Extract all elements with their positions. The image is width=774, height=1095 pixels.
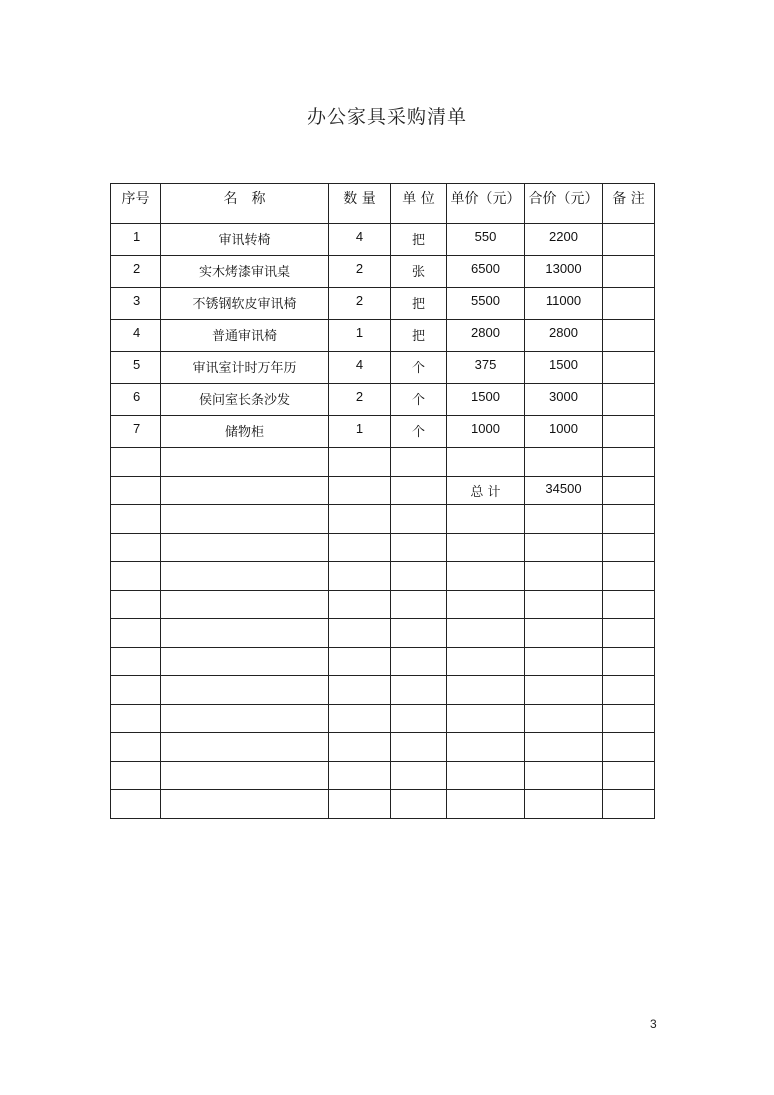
empty-cell [161,448,329,477]
cell-unit: 个 [391,384,447,416]
cell-name: 审讯室计时万年历 [161,352,329,384]
table-row-empty [111,533,655,562]
total-row [111,476,655,505]
cell-unit: 张 [391,256,447,288]
table-row [111,416,655,448]
empty-cell [603,448,655,477]
cell-total-price: 13000 [525,256,603,288]
cell-unit: 把 [391,320,447,352]
cell-remark [603,384,655,416]
empty-cell [391,448,447,477]
empty-cell [447,533,525,562]
empty-cell [447,619,525,648]
header-qty: 数 量 [329,184,391,224]
table-row [111,288,655,320]
empty-cell [525,505,603,534]
cell-unit-price: 375 [447,352,525,384]
empty-cell [391,790,447,819]
cell-name: 普通审讯椅 [161,320,329,352]
empty-cell [161,733,329,762]
empty-cell [111,448,161,477]
header-seq: 序号 [111,184,161,224]
cell-name: 侯问室长条沙发 [161,384,329,416]
table-row-empty [111,704,655,733]
table-row-empty [111,733,655,762]
cell-name: 审讯转椅 [161,224,329,256]
empty-cell [391,676,447,705]
cell-unit-price: 2800 [447,320,525,352]
total-label: 总 计 [447,476,525,505]
empty-cell [447,761,525,790]
empty-cell [525,761,603,790]
empty-cell [525,790,603,819]
empty-cell [161,704,329,733]
cell-seq: 7 [111,416,161,448]
table-row-empty [111,619,655,648]
empty-cell [329,733,391,762]
empty-cell [603,505,655,534]
cell-unit-price: 550 [447,224,525,256]
table-row-empty [111,790,655,819]
page-title: 办公家具采购清单 [306,106,467,128]
empty-cell [391,647,447,676]
cell-unit: 个 [391,352,447,384]
empty-cell [111,790,161,819]
empty-cell [447,676,525,705]
empty-cell [161,562,329,591]
cell-qty: 1 [329,320,391,352]
cell-qty: 1 [329,416,391,448]
cell-remark [603,288,655,320]
empty-cell [603,733,655,762]
empty-cell [329,647,391,676]
header-unit: 单 位 [391,184,447,224]
empty-cell [329,676,391,705]
cell-name: 不锈钢软皮审讯椅 [161,288,329,320]
purchase-table [110,183,655,819]
cell-seq: 4 [111,320,161,352]
empty-cell [391,562,447,591]
cell-total-price: 1000 [525,416,603,448]
empty-cell [111,647,161,676]
empty-cell [391,476,447,505]
empty-cell [161,790,329,819]
cell-remark [603,416,655,448]
empty-cell [111,590,161,619]
cell-seq: 5 [111,352,161,384]
header-total-price: 合价（元） [525,184,603,224]
empty-cell [111,562,161,591]
empty-cell [525,590,603,619]
table-row [111,320,655,352]
cell-seq: 2 [111,256,161,288]
table-row-empty [111,647,655,676]
empty-cell [447,590,525,619]
cell-unit-price: 1500 [447,384,525,416]
empty-cell [329,562,391,591]
empty-cell [391,505,447,534]
cell-remark [603,320,655,352]
cell-name: 实木烤漆审讯桌 [161,256,329,288]
cell-qty: 2 [329,288,391,320]
empty-cell [111,476,161,505]
page-number: 3 [650,1017,657,1031]
cell-qty: 2 [329,256,391,288]
empty-cell [447,704,525,733]
empty-cell [161,505,329,534]
cell-total-price: 1500 [525,352,603,384]
empty-cell [525,676,603,705]
empty-cell [391,533,447,562]
empty-cell [603,476,655,505]
cell-unit: 把 [391,224,447,256]
cell-unit-price: 1000 [447,416,525,448]
empty-cell [329,761,391,790]
empty-cell [391,704,447,733]
empty-cell [603,647,655,676]
empty-cell [391,733,447,762]
empty-cell [603,761,655,790]
empty-cell [525,647,603,676]
empty-cell [161,676,329,705]
empty-cell [447,790,525,819]
total-value: 34500 [525,476,603,505]
empty-cell [525,733,603,762]
cell-seq: 6 [111,384,161,416]
empty-cell [525,562,603,591]
table-row-empty [111,590,655,619]
empty-cell [329,533,391,562]
empty-cell [525,533,603,562]
cell-total-price: 11000 [525,288,603,320]
empty-cell [329,476,391,505]
empty-cell [329,590,391,619]
table-row-empty [111,761,655,790]
empty-cell [447,733,525,762]
empty-cell [447,647,525,676]
cell-total-price: 2200 [525,224,603,256]
empty-cell [329,505,391,534]
empty-cell [329,619,391,648]
header-row [111,184,655,224]
empty-cell [603,533,655,562]
cell-seq: 3 [111,288,161,320]
header-unit-price: 单价（元） [447,184,525,224]
empty-cell [161,647,329,676]
cell-seq: 1 [111,224,161,256]
empty-cell [161,619,329,648]
empty-cell [329,448,391,477]
empty-cell [329,704,391,733]
table-row [111,256,655,288]
cell-total-price: 3000 [525,384,603,416]
empty-cell [447,505,525,534]
cell-unit: 把 [391,288,447,320]
table-row [111,352,655,384]
empty-cell [111,676,161,705]
empty-cell [525,619,603,648]
empty-cell [525,448,603,477]
empty-cell [603,704,655,733]
cell-total-price: 2800 [525,320,603,352]
empty-cell [603,619,655,648]
empty-cell [329,790,391,819]
table-row [111,224,655,256]
empty-cell [447,448,525,477]
table-row-empty [111,448,655,477]
cell-remark [603,352,655,384]
cell-name: 储物柜 [161,416,329,448]
empty-cell [447,562,525,591]
empty-cell [603,676,655,705]
empty-cell [111,505,161,534]
empty-cell [161,476,329,505]
empty-cell [603,562,655,591]
cell-remark [603,224,655,256]
cell-qty: 2 [329,384,391,416]
table-row-empty [111,562,655,591]
empty-cell [111,533,161,562]
table-row [111,384,655,416]
cell-unit-price: 6500 [447,256,525,288]
cell-qty: 4 [329,352,391,384]
empty-cell [525,704,603,733]
cell-unit-price: 5500 [447,288,525,320]
header-remark: 备 注 [603,184,655,224]
empty-cell [603,590,655,619]
empty-cell [111,619,161,648]
header-name: 名 称 [161,184,329,224]
empty-cell [391,619,447,648]
empty-cell [111,733,161,762]
empty-cell [161,590,329,619]
cell-unit: 个 [391,416,447,448]
cell-qty: 4 [329,224,391,256]
table-row-empty [111,676,655,705]
empty-cell [161,761,329,790]
empty-cell [111,761,161,790]
empty-cell [603,790,655,819]
empty-cell [161,533,329,562]
empty-cell [391,590,447,619]
empty-cell [111,704,161,733]
empty-cell [391,761,447,790]
table-row-empty [111,505,655,534]
cell-remark [603,256,655,288]
